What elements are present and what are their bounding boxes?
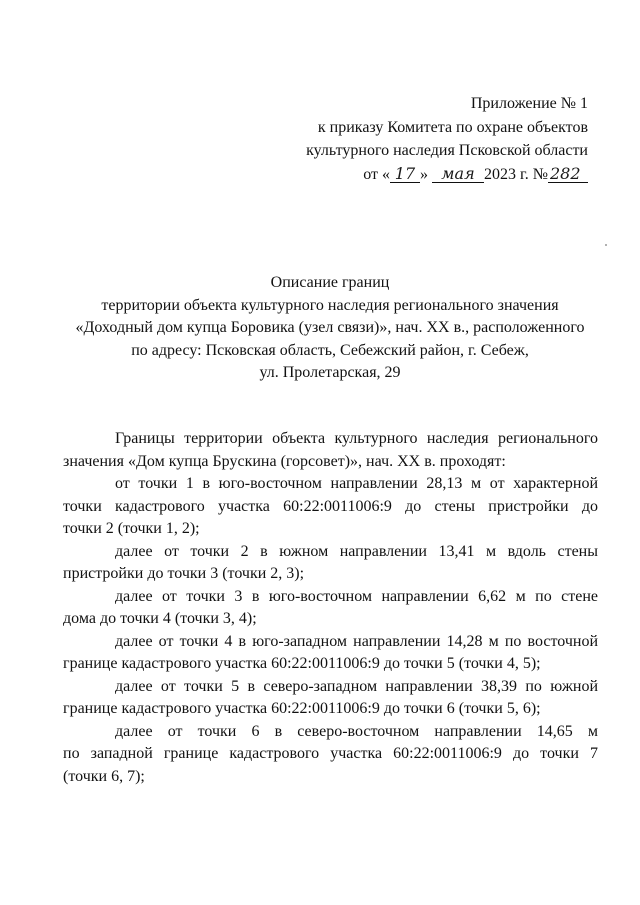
scan-speck	[605, 244, 607, 246]
text-line: точки 2 (точки 1, 2);	[63, 520, 200, 537]
text-line: по западной границе кадастрового участка 60:22:0011006:9 до точки 7	[63, 745, 598, 762]
text-line: от точки 1 в юго-восточном направлении 28,13 м от характерной	[115, 475, 598, 492]
title-line-5: ул. Пролетарская, 29	[259, 364, 401, 381]
text-line: границе кадастрового участка 60:22:0011006:9 до точки 5 (точки 4, 5);	[63, 655, 541, 672]
text-line: границе кадастрового участка 60:22:0011006:9 до точки 6 (точки 5, 6);	[63, 700, 541, 717]
text-line: далее от точки 2 в южном направлении 13,41 м вдоль стены	[115, 542, 598, 560]
paragraph-point-5	[63, 676, 598, 721]
appendix-number: Приложение № 1	[470, 95, 588, 112]
title-line-3: «Доходный дом купца Боровика (узел связи)», нач. XX в., расположенного	[75, 319, 585, 336]
handwritten-month: мая	[432, 166, 484, 183]
text-line: Границы территории объекта культурного наследия регионального	[115, 430, 598, 447]
text-line: далее от точки 4 в юго-западном направлении 14,28 м по восточной	[115, 632, 598, 650]
boundary-description	[63, 428, 598, 788]
title-line-1: Описание границ	[270, 274, 390, 291]
paragraph-point-2	[63, 541, 598, 586]
paragraph-intro	[63, 428, 598, 473]
text-line: далее от точки 5 в северо-западном направлении 38,39 по южной	[115, 677, 598, 695]
paragraph-point-3	[63, 586, 598, 631]
title-line-4: по адресу: Псковская область, Себежский район, г. Себеж,	[131, 341, 529, 359]
text-line: далее от точки 3 в юго-восточном направлении 6,62 м по стене	[115, 587, 598, 605]
title-line-2: территории объекта культурного наследия регионального значения	[101, 296, 559, 314]
text-line: пристройки до точки 3 (точки 2, 3);	[63, 565, 305, 582]
date-mid: »	[419, 165, 428, 183]
text-line: значения «Дом купца Брускина (горсовет)», нач. XX в. проходят:	[63, 452, 506, 470]
paragraph-point-4	[63, 631, 598, 676]
handwritten-day: 17	[390, 166, 420, 183]
handwritten-order-number: 282	[548, 166, 588, 183]
text-line: точки кадастрового участка 60:22:0011006:9 до стены пристройки до	[63, 497, 598, 515]
text-line: далее от точки 6 в северо-восточном направлении 14,65 м	[115, 722, 598, 740]
text-line: (точки 6, 7);	[63, 767, 145, 785]
text-line: дома до точки 4 (точки 3, 4);	[63, 610, 257, 627]
paragraph-point-6	[63, 721, 598, 789]
order-reference: к приказу Комитета по охране объектов	[317, 118, 588, 136]
appendix-header	[258, 92, 588, 186]
document-title	[60, 272, 600, 385]
order-date-line	[258, 163, 588, 187]
paragraph-point-1	[63, 473, 598, 541]
date-prefix: от «	[363, 165, 390, 183]
committee-name: культурного наследия Псковской области	[306, 142, 588, 159]
date-year: 2023 г. №	[483, 165, 548, 183]
